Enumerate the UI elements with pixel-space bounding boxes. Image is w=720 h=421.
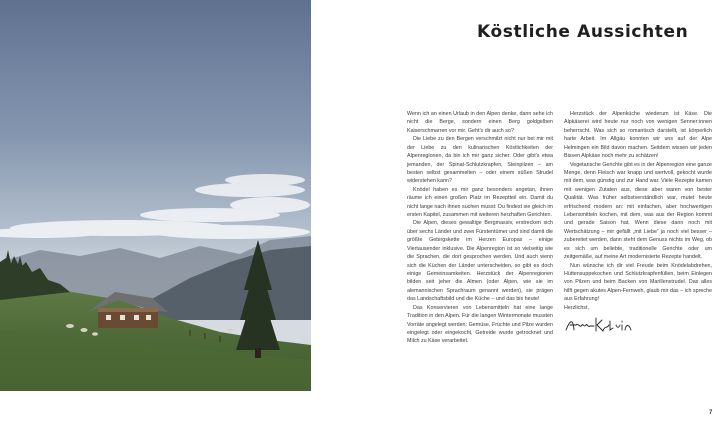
- paragraph: Herzstück der Alpenküche wiederum ist Käse. Die Alpkäserei wird heute nur noch von wenigen Senner:innen beherrscht. Was sich so romantisch darstellt, ist körperlich harte Arbeit. Im Allgäu konnten wir uns auf der Alpe Helmingen ein Bild davon machen. Seitdem wissen wir jeden Bissen Alpkäse noch mehr zu schätzen!: [564, 111, 712, 160]
- paragraph: Wenn ich an einen Urlaub in den Alpen denke, dann sehe ich nicht die Berge, sondern einen Berg goldgelben Kaiserschmarren vor mir. Geht’s dir auch so?: [407, 111, 553, 134]
- signature-scribble: [564, 316, 634, 334]
- page-title: Köstliche Aussichten: [477, 22, 689, 42]
- paragraph: Die Alpen, dieses gewaltige Bergmassiv, erstrecken sich über sechs Länder und zwei Fürstentümer und sind damit die größte Gebirgskette im Herzen Europas – einige Viertausender inklusive. Die Alpenregion ist so vielseitig wie die Sprachen, die dort gesprochen werden. Und auch wenn sich die Küchen der Länder unterscheiden, so gibt es doch einige Gemeinsamkeiten. Herzstück der Alpenregionen bilden seit jeher die Almen (oder Alpen, wie sie im alemannischen Sprachraum genannt werden), sie prägen das Landschaftsbild und die Küche – und das bis heute!: [407, 220, 553, 303]
- paragraph: Das Konservieren von Lebensmitteln hat eine lange Tradition in den Alpen. Für die langen Wintermonate mussten Vorräte angelegt werden: Gemüse, Früchte und Pilze wurden eingelegt oder eingekocht, Getreide wurde getrocknet und Milch zu Käse verarbeitet.: [407, 304, 553, 345]
- alpine-landscape-photo: [0, 0, 311, 391]
- paragraph: Knödel haben es mir ganz besonders angetan, ihnen räume ich einen großen Platz im Rezeptteil ein. Damit du nicht lange nach ihnen suchen musst: Du findest sie gleich im ersten Kapitel, zusammen mit weiteren herzhaften Gerichten.: [407, 186, 553, 219]
- text-column-right: [564, 110, 712, 334]
- alpine-landscape-image: [0, 0, 311, 391]
- paragraph: Die Liebe zu den Bergen verschmilzt nicht nur bei mir mit der Liebe zu den kulinarischen Köstlichkeiten der Alpenregionen, da bin ich mir ganz sicher. Oder gibt’s etwa jemanden, der Spinat-Schlutzkrapfen, Steinpilzen – am besten selbst gesammelten – oder einem süßen Strudel widerstehen kann?: [407, 136, 553, 185]
- paragraph: Nun wünsche ich dir viel Freude beim Knödelabdrehen, Hüttensuppekochen und Schlutzkrapfenfüllen, beim Einlegen von Pilzen und beim Backen von Marillenstrudel. Das alles hilft gegen akutes Alpen-Fernweh, glaub mir das – ich spreche aus Erfahrung!: [564, 262, 712, 303]
- text-column-left: [407, 110, 553, 346]
- closing-greeting: Herzlichst,: [564, 304, 589, 311]
- page-number: 7: [709, 410, 713, 416]
- paragraph: Vegetarische Gerichte gibt es in der Alpenregion eine ganze Menge, denn Fleisch war knapp und wertvoll, gekocht wurde mit dem, was günstig und zur Hand war. Viele Rezepte kamen mit wenigen Zutaten aus, diese aber waren von bester Qualität. Was früher selbstverständlich war, mutet heute erfrischend modern an: mit einfachen, aber hochwertigen Lebensmitteln kochen, mit dem, was aus der Region kommt und gerade Saison hat. Wenn diese dann noch mit Wertschätzung – mir gefällt „mit Liebe“ ja noch viel besser – zubereitet werden, dann steht dem Genuss nichts im Weg, ob es sich um beliebte, traditionelle Gerichte oder um zeitgemäße, auf meine Art modernisierte Rezepte handelt.: [564, 161, 713, 261]
- handwritten-signature: [564, 316, 712, 334]
